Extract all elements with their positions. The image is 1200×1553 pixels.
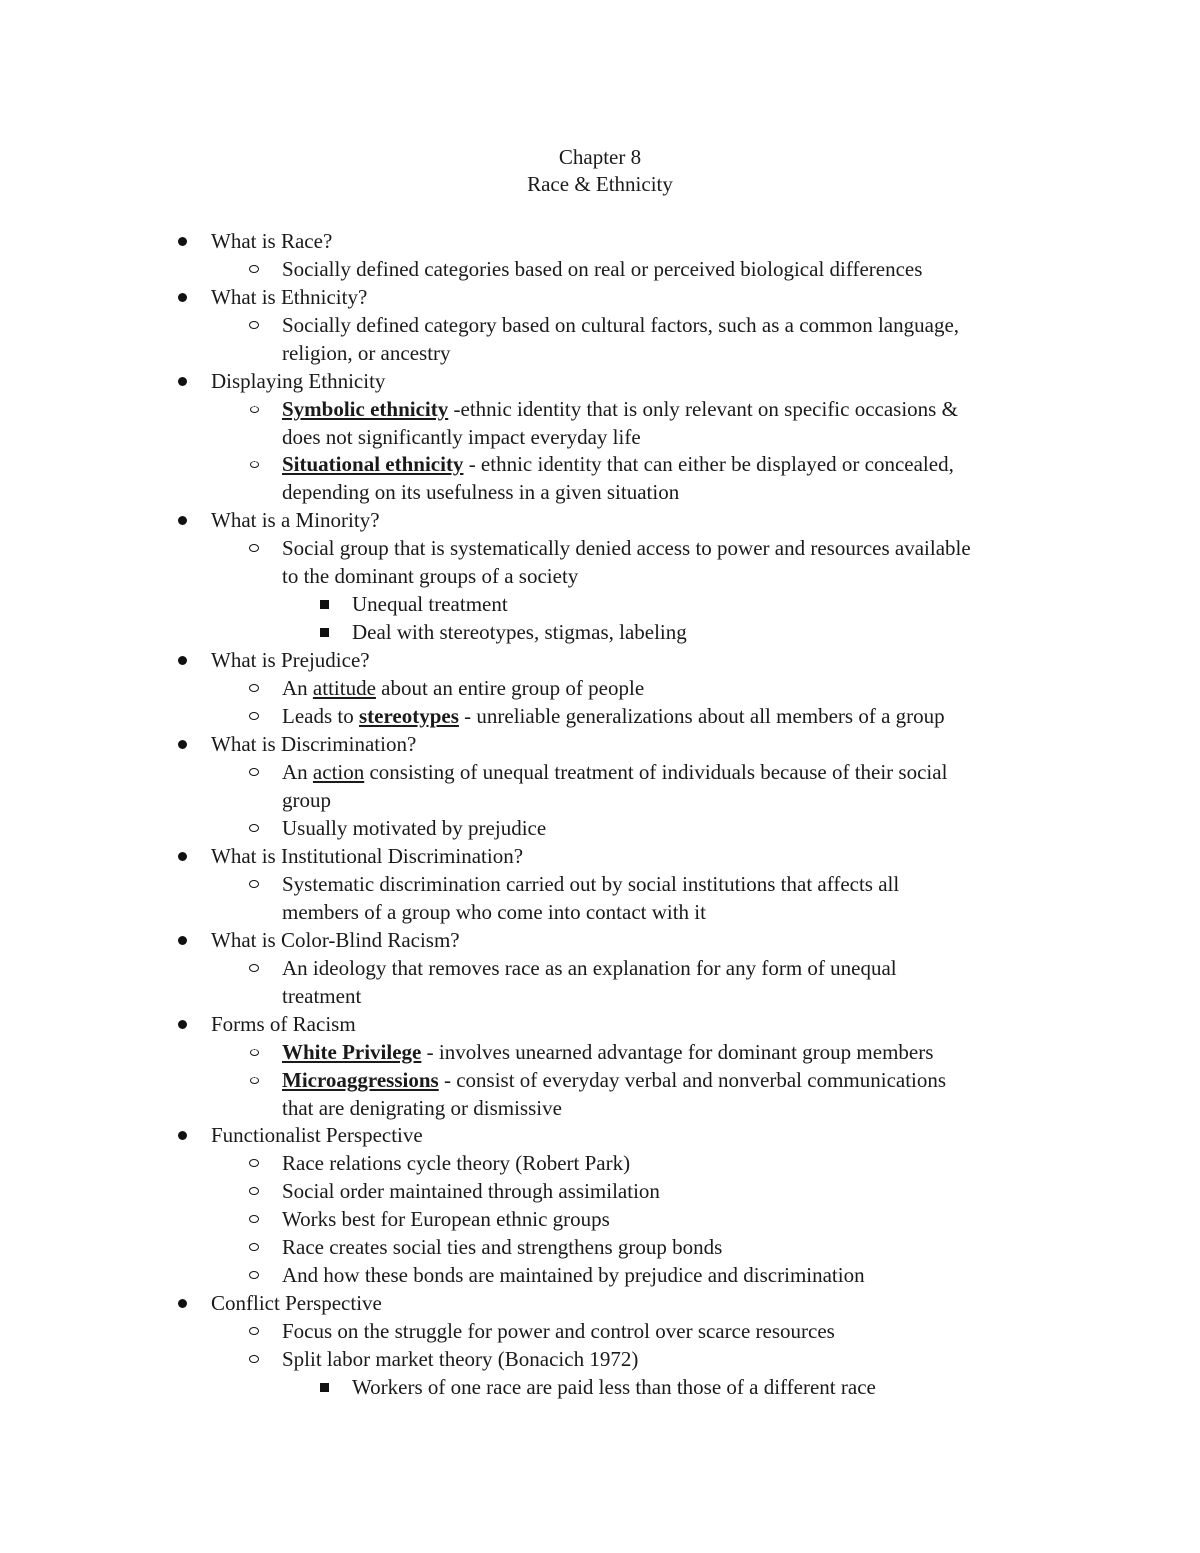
bullet-circle-icon: [244, 1317, 264, 1345]
answer-ethnicity-line1: Socially defined category based on cultural factors, such as a common language,: [282, 313, 960, 337]
question-colorblind: What is Color-Blind Racism?: [211, 928, 460, 952]
bullet-circle-icon: [244, 954, 264, 982]
bullet-square-icon: [314, 618, 334, 646]
bullet-circle-icon: [244, 1261, 264, 1289]
situational-ethnicity-line2: depending on its usefulness in a given situation: [282, 480, 680, 504]
bullet-disc-icon: [172, 730, 192, 758]
bullet-disc-icon: [172, 283, 192, 311]
bullet-disc-icon: [172, 1289, 192, 1317]
answer-prejudice-attitude: An attitude about an entire group of people: [282, 676, 645, 700]
page-title: Race & Ethnicity: [527, 172, 673, 196]
microaggressions-line2: that are denigrating or dismissive: [282, 1096, 562, 1120]
question-prejudice: What is Prejudice?: [211, 648, 370, 672]
term-white-privilege: White Privilege: [282, 1040, 422, 1064]
answer-race: Socially defined categories based on real or perceived biological differences: [282, 257, 923, 281]
bullet-disc-icon: [172, 842, 192, 870]
bullet-disc-icon: [172, 227, 192, 255]
answer-discrimination-motivation: Usually motivated by prejudice: [282, 816, 547, 840]
answer-discrimination-line1: An action consisting of unequal treatment of individuals because of their social: [282, 760, 948, 784]
question-discrimination: What is Discrimination?: [211, 732, 417, 756]
answer-colorblind-line2: treatment: [282, 984, 362, 1008]
functionalist-item: Social order maintained through assimilation: [282, 1179, 660, 1203]
symbolic-ethnicity-line2: does not significantly impact everyday life: [282, 425, 641, 449]
heading-forms-of-racism: Forms of Racism: [211, 1012, 356, 1036]
bullet-open-circle-icon: [244, 450, 264, 478]
keyword-attitude: attitude: [312, 676, 376, 700]
bullet-disc-icon: [172, 367, 192, 395]
answer-colorblind-line1: An ideology that removes race as an explanation for any form of unequal: [282, 956, 897, 980]
functionalist-item: And how these bonds are maintained by prejudice and discrimination: [282, 1263, 865, 1287]
conflict-item: Focus on the struggle for power and control over scarce resources: [282, 1319, 835, 1343]
term-symbolic-ethnicity: Symbolic ethnicity: [282, 397, 449, 421]
answer-ethnicity-line2: religion, or ancestry: [282, 341, 451, 365]
functionalist-item: Race creates social ties and strengthens group bonds: [282, 1235, 723, 1259]
question-race: What is Race?: [211, 229, 333, 253]
bullet-circle-icon: [244, 1345, 264, 1373]
functionalist-item: Race relations cycle theory (Robert Park): [282, 1151, 631, 1175]
term-microaggressions: Microaggressions: [282, 1068, 439, 1092]
minority-sub-item: Unequal treatment: [352, 592, 508, 616]
conflict-item: Split labor market theory (Bonacich 1972): [282, 1347, 639, 1371]
bullet-disc-icon: [172, 506, 192, 534]
answer-institutional-line1: Systematic discrimination carried out by social institutions that affects all: [282, 872, 900, 896]
bullet-circle-icon: [244, 1233, 264, 1261]
bullet-disc-icon: [172, 1121, 192, 1149]
heading-functionalist: Functionalist Perspective: [211, 1123, 423, 1147]
bullet-open-circle-icon: [244, 1038, 264, 1066]
bullet-circle-icon: [244, 674, 264, 702]
answer-institutional-line2: members of a group who come into contact with it: [282, 900, 706, 924]
functionalist-item: Works best for European ethnic groups: [282, 1207, 610, 1231]
answer-minority-line2: to the dominant groups of a society: [282, 564, 579, 588]
symbolic-ethnicity-line1: Symbolic ethnicity -ethnic identity that is only relevant on specific occasions &: [282, 397, 958, 421]
situational-ethnicity-line1: Situational ethnicity - ethnic identity that can either be displayed or concealed,: [282, 452, 954, 476]
bullet-circle-icon: [244, 1205, 264, 1233]
bullet-disc-icon: [172, 646, 192, 674]
question-institutional: What is Institutional Discrimination?: [211, 844, 524, 868]
term-situational-ethnicity: Situational ethnicity: [282, 452, 464, 476]
question-ethnicity: What is Ethnicity?: [211, 285, 368, 309]
bullet-circle-icon: [244, 534, 264, 562]
heading-displaying-ethnicity: Displaying Ethnicity: [211, 369, 386, 393]
bullet-circle-icon: [244, 702, 264, 730]
bullet-circle-icon: [244, 1149, 264, 1177]
bullet-circle-icon: [244, 255, 264, 283]
keyword-action: action: [312, 760, 365, 784]
bullet-open-circle-icon: [244, 395, 264, 423]
minority-sub-item: Deal with stereotypes, stigmas, labeling: [352, 620, 687, 644]
term-stereotypes: stereotypes: [358, 704, 459, 728]
answer-minority-line1: Social group that is systematically denied access to power and resources available: [282, 536, 971, 560]
conflict-sub-item: Workers of one race are paid less than those of a different race: [352, 1375, 876, 1399]
bullet-circle-icon: [244, 311, 264, 339]
answer-prejudice-stereotypes: Leads to stereotypes - unreliable generalizations about all members of a group: [282, 704, 945, 728]
bullet-open-circle-icon: [244, 1066, 264, 1094]
bullet-disc-icon: [172, 1010, 192, 1038]
bullet-circle-icon: [244, 870, 264, 898]
chapter-heading: Chapter 8: [558, 145, 642, 169]
microaggressions-line1: Microaggressions - consist of everyday verbal and nonverbal communications: [282, 1068, 947, 1092]
bullet-square-icon: [314, 1373, 334, 1401]
bullet-square-icon: [314, 590, 334, 618]
white-privilege-line: White Privilege - involves unearned advantage for dominant group members: [282, 1040, 934, 1064]
bullet-disc-icon: [172, 926, 192, 954]
answer-discrimination-line2: group: [282, 788, 331, 812]
bullet-circle-icon: [244, 758, 264, 786]
heading-conflict: Conflict Perspective: [211, 1291, 382, 1315]
question-minority: What is a Minority?: [211, 508, 380, 532]
bullet-circle-icon: [244, 814, 264, 842]
bullet-circle-icon: [244, 1177, 264, 1205]
